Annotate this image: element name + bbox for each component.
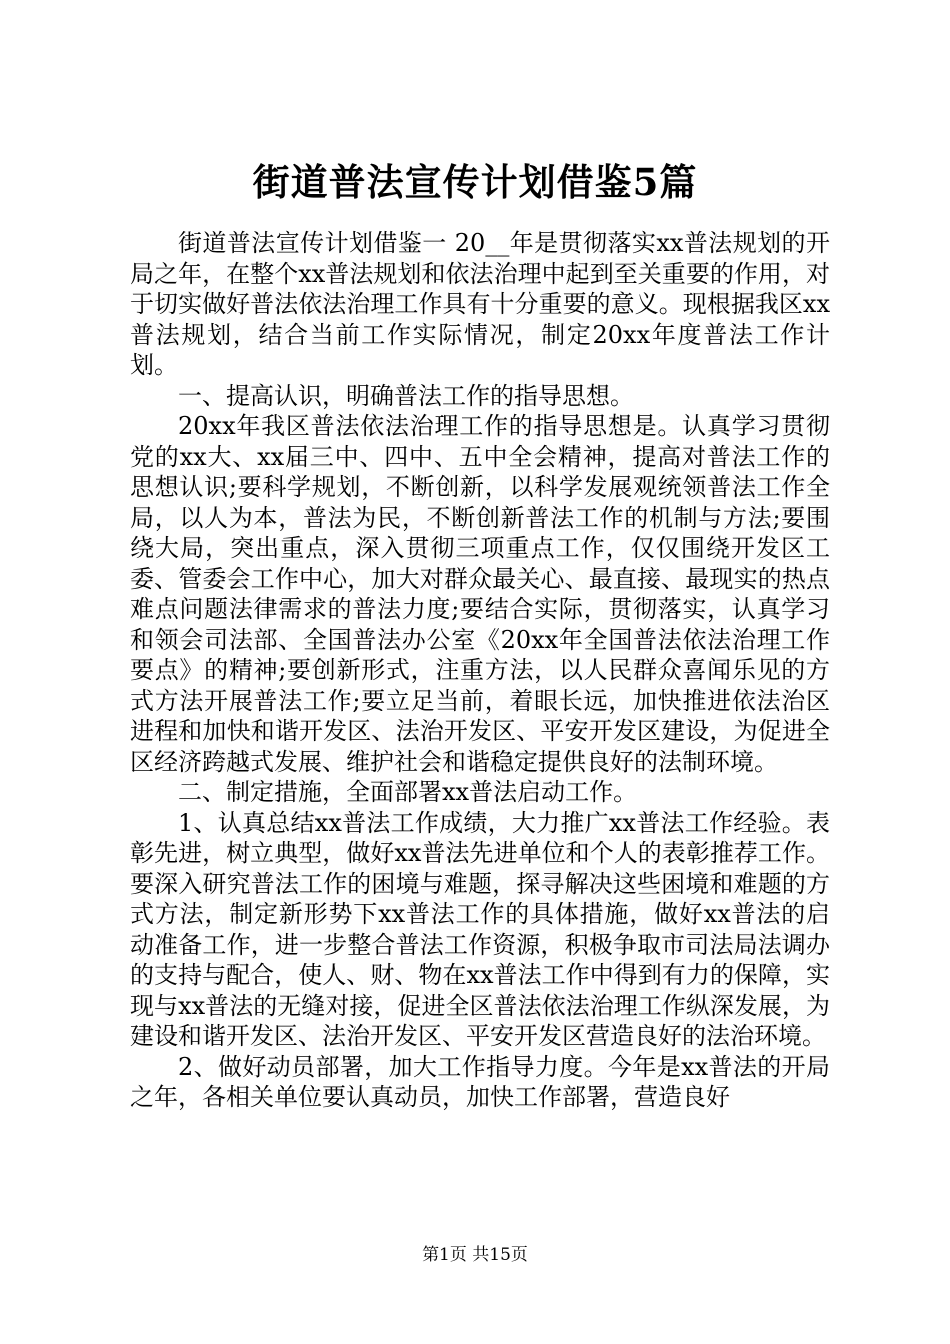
- paragraph-item-1: 1、认真总结xx普法工作成绩，大力推广xx普法工作经验。表彰先进，树立典型，做好xx普法先进单位和个人的表彰推荐工作。要深入研究普法工作的困境与难题，探寻解决这些困境和难题的方式方法，制定新形势下xx普法工作的具体措施，做好xx普法的启动准备工作，进一步整合普法工作资源，积极争取市司法局法调办的支持与配合，使人、财、物在xx普法工作中得到有力的保障，实现与xx普法的无缝对接，促进全区普法依法治理工作纵深发展，为建设和谐开发区、法治开发区、平安开发区营造良好的法治环境。: [130, 808, 830, 1050]
- heading-section-1: 一、提高认识，明确普法工作的指导思想。: [178, 381, 634, 410]
- page-title: 街道普法宣传计划借鉴5篇: [252, 160, 698, 204]
- paragraph-item-2: 2、做好动员部署，加大工作指导力度。今年是xx普法的开局之年，各相关单位要认真动员，加快工作部署，营造良好: [130, 1052, 830, 1111]
- paragraph-guiding-thought: 20xx年我区普法依法治理工作的指导思想是。认真学习贯彻党的xx大、xx届三中、四中、五中全会精神，提高对普法工作的思想认识;要科学规划，不断创新，以科学发展观统领普法工作全局，以人为本，普法为民，不断创新普法工作的机制与方法;要围绕大局，突出重点，深入贯彻三项重点工作，仅仅围绕开发区工委、管委会工作中心，加大对群众最关心、最直接、最现实的热点难点问题法律需求的普法力度;要结合实际，贯彻落实，认真学习和领会司法部、全国普法办公室《20xx年全国普法依法治理工作要点》的精神;要创新形式，注重方法，以人民群众喜闻乐见的方式方法开展普法工作;要立足当前，着眼长远，加快推进依法治区进程和加快和谐开发区、法治开发区、平安开发区建设，为促进全区经济跨越式发展、维护社会和谐稳定提供良好的法制环境。: [130, 412, 830, 776]
- heading-section-2: 二、制定措施，全面部署xx普法启动工作。: [178, 778, 638, 806]
- paragraph-intro: 街道普法宣传计划借鉴一 20__年是贯彻落实xx普法规划的开局之年，在整个xx普法规划和依法治理中起到至关重要的作用，对于切实做好普法依法治理工作具有十分重要的意义。现根据我区xx普法规划，结合当前工作实际情况，制定20xx年度普法工作计划。: [130, 229, 830, 379]
- page-number-footer: 第1页 共15页: [422, 1245, 528, 1265]
- document-body: [130, 228, 830, 1113]
